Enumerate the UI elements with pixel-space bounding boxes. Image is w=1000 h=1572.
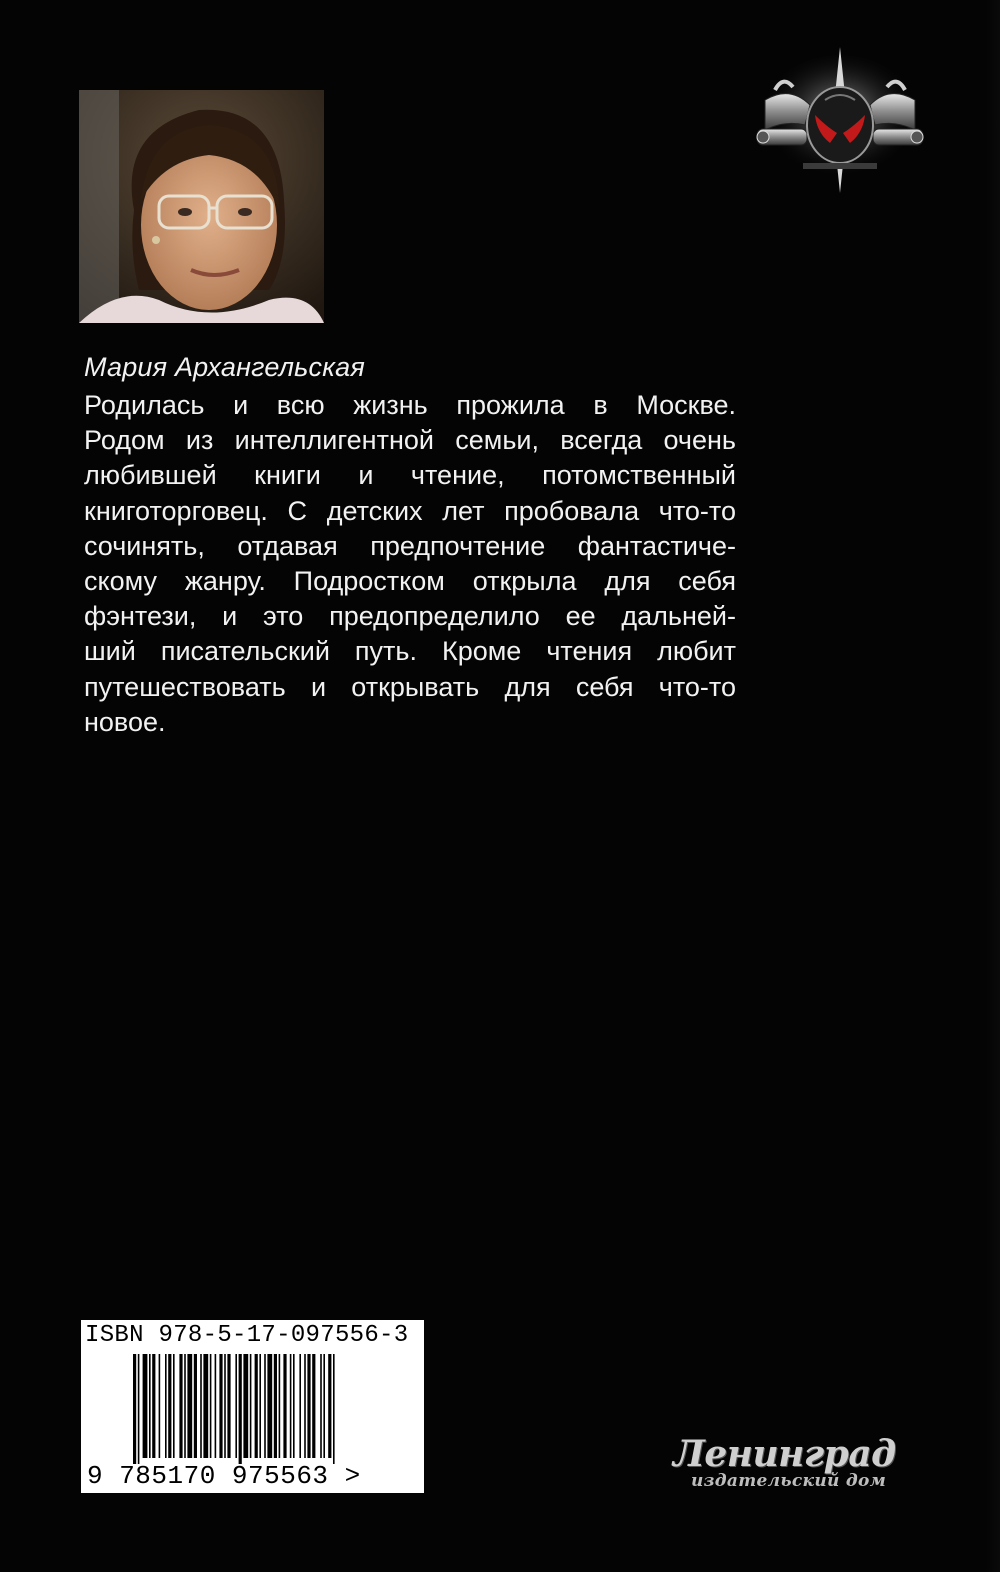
barcode-bar [255,1354,258,1458]
bio-line: путешествовать и открывать для себя что-то [84,671,736,702]
barcode-bar [299,1354,301,1458]
author-bio [84,388,736,740]
bio-line: Родилась и всю жизнь прожила в Москве. [84,390,736,420]
cover-edge [986,0,1000,1572]
barcode-bar [279,1354,281,1458]
barcode-bar [227,1354,230,1458]
barcode-bar [168,1354,171,1458]
publisher-name: Ленинград [673,1433,896,1475]
barcode-bar [210,1354,212,1458]
barcode-bar [149,1354,151,1458]
publisher-logo [665,1433,915,1501]
isbn-barcode [81,1320,424,1493]
barcode-bar [152,1354,155,1458]
barcode-bar [215,1354,217,1458]
barcode-bar [200,1354,202,1458]
bio-line: Родом из интеллигентной семьи, всегда очень [84,425,736,456]
barcode-bar [219,1354,222,1458]
barcode-bar [243,1354,248,1458]
bio-line: любившей книги и чтение, потомственный [84,460,736,491]
barcode-bar [143,1354,148,1458]
barcode-bar [304,1354,306,1458]
barcode-bar [267,1354,272,1458]
publisher-emblem [755,45,925,195]
barcode-bar [290,1354,292,1458]
barcode-bar [328,1354,331,1458]
barcode-bar [235,1354,237,1458]
winged-mask-emblem-icon [755,45,925,195]
barcode-bar [239,1354,242,1464]
barcode-bar [203,1354,208,1458]
barcode-bars [133,1354,413,1464]
barcode-bar [179,1354,182,1458]
author-name: Мария Архангельская [84,352,366,382]
barcode-bar [264,1354,266,1458]
barcode-bar [274,1354,277,1458]
barcode-bar [283,1354,286,1458]
barcode-bar [133,1354,136,1464]
barcode-bar [259,1354,261,1458]
barcode-bar [184,1354,186,1458]
barcode-bar [333,1354,335,1464]
bio-line: сочинять, отдавая предпочтение фантастиче- [84,530,736,561]
barcode-bar [194,1354,197,1458]
barcode-bar [312,1354,315,1458]
barcode-bar [307,1354,310,1458]
barcode-bar [159,1354,161,1458]
isbn-number: ISBN 978-5-17-097556-3 [85,1322,409,1349]
barcode-bar [250,1354,252,1458]
bio-line: ший писательский путь. Кроме чтения любит [84,636,736,667]
bio-line: новое. [84,706,166,737]
barcode-bar [224,1354,226,1458]
barcode-digits: 9 785170 975563 > [87,1461,361,1491]
barcode-bar [293,1354,295,1458]
barcode-bar [173,1354,175,1458]
author-portrait-image [79,90,324,323]
barcode-bar [320,1354,322,1458]
barcode-bar [323,1354,325,1458]
bio-line: скому жанру. Подростком открыла для себя [84,566,736,597]
barcode-bar [138,1354,140,1464]
barcode-bar [165,1354,167,1458]
barcode-bar [187,1354,192,1458]
bio-line: фэнтези, и это предопределило ее дальней- [84,601,736,632]
publisher-subtitle: издательский дом [691,1471,887,1491]
bio-line: книготорговец. С детских лет пробовала что-то [84,495,736,526]
author-photo [79,90,324,323]
